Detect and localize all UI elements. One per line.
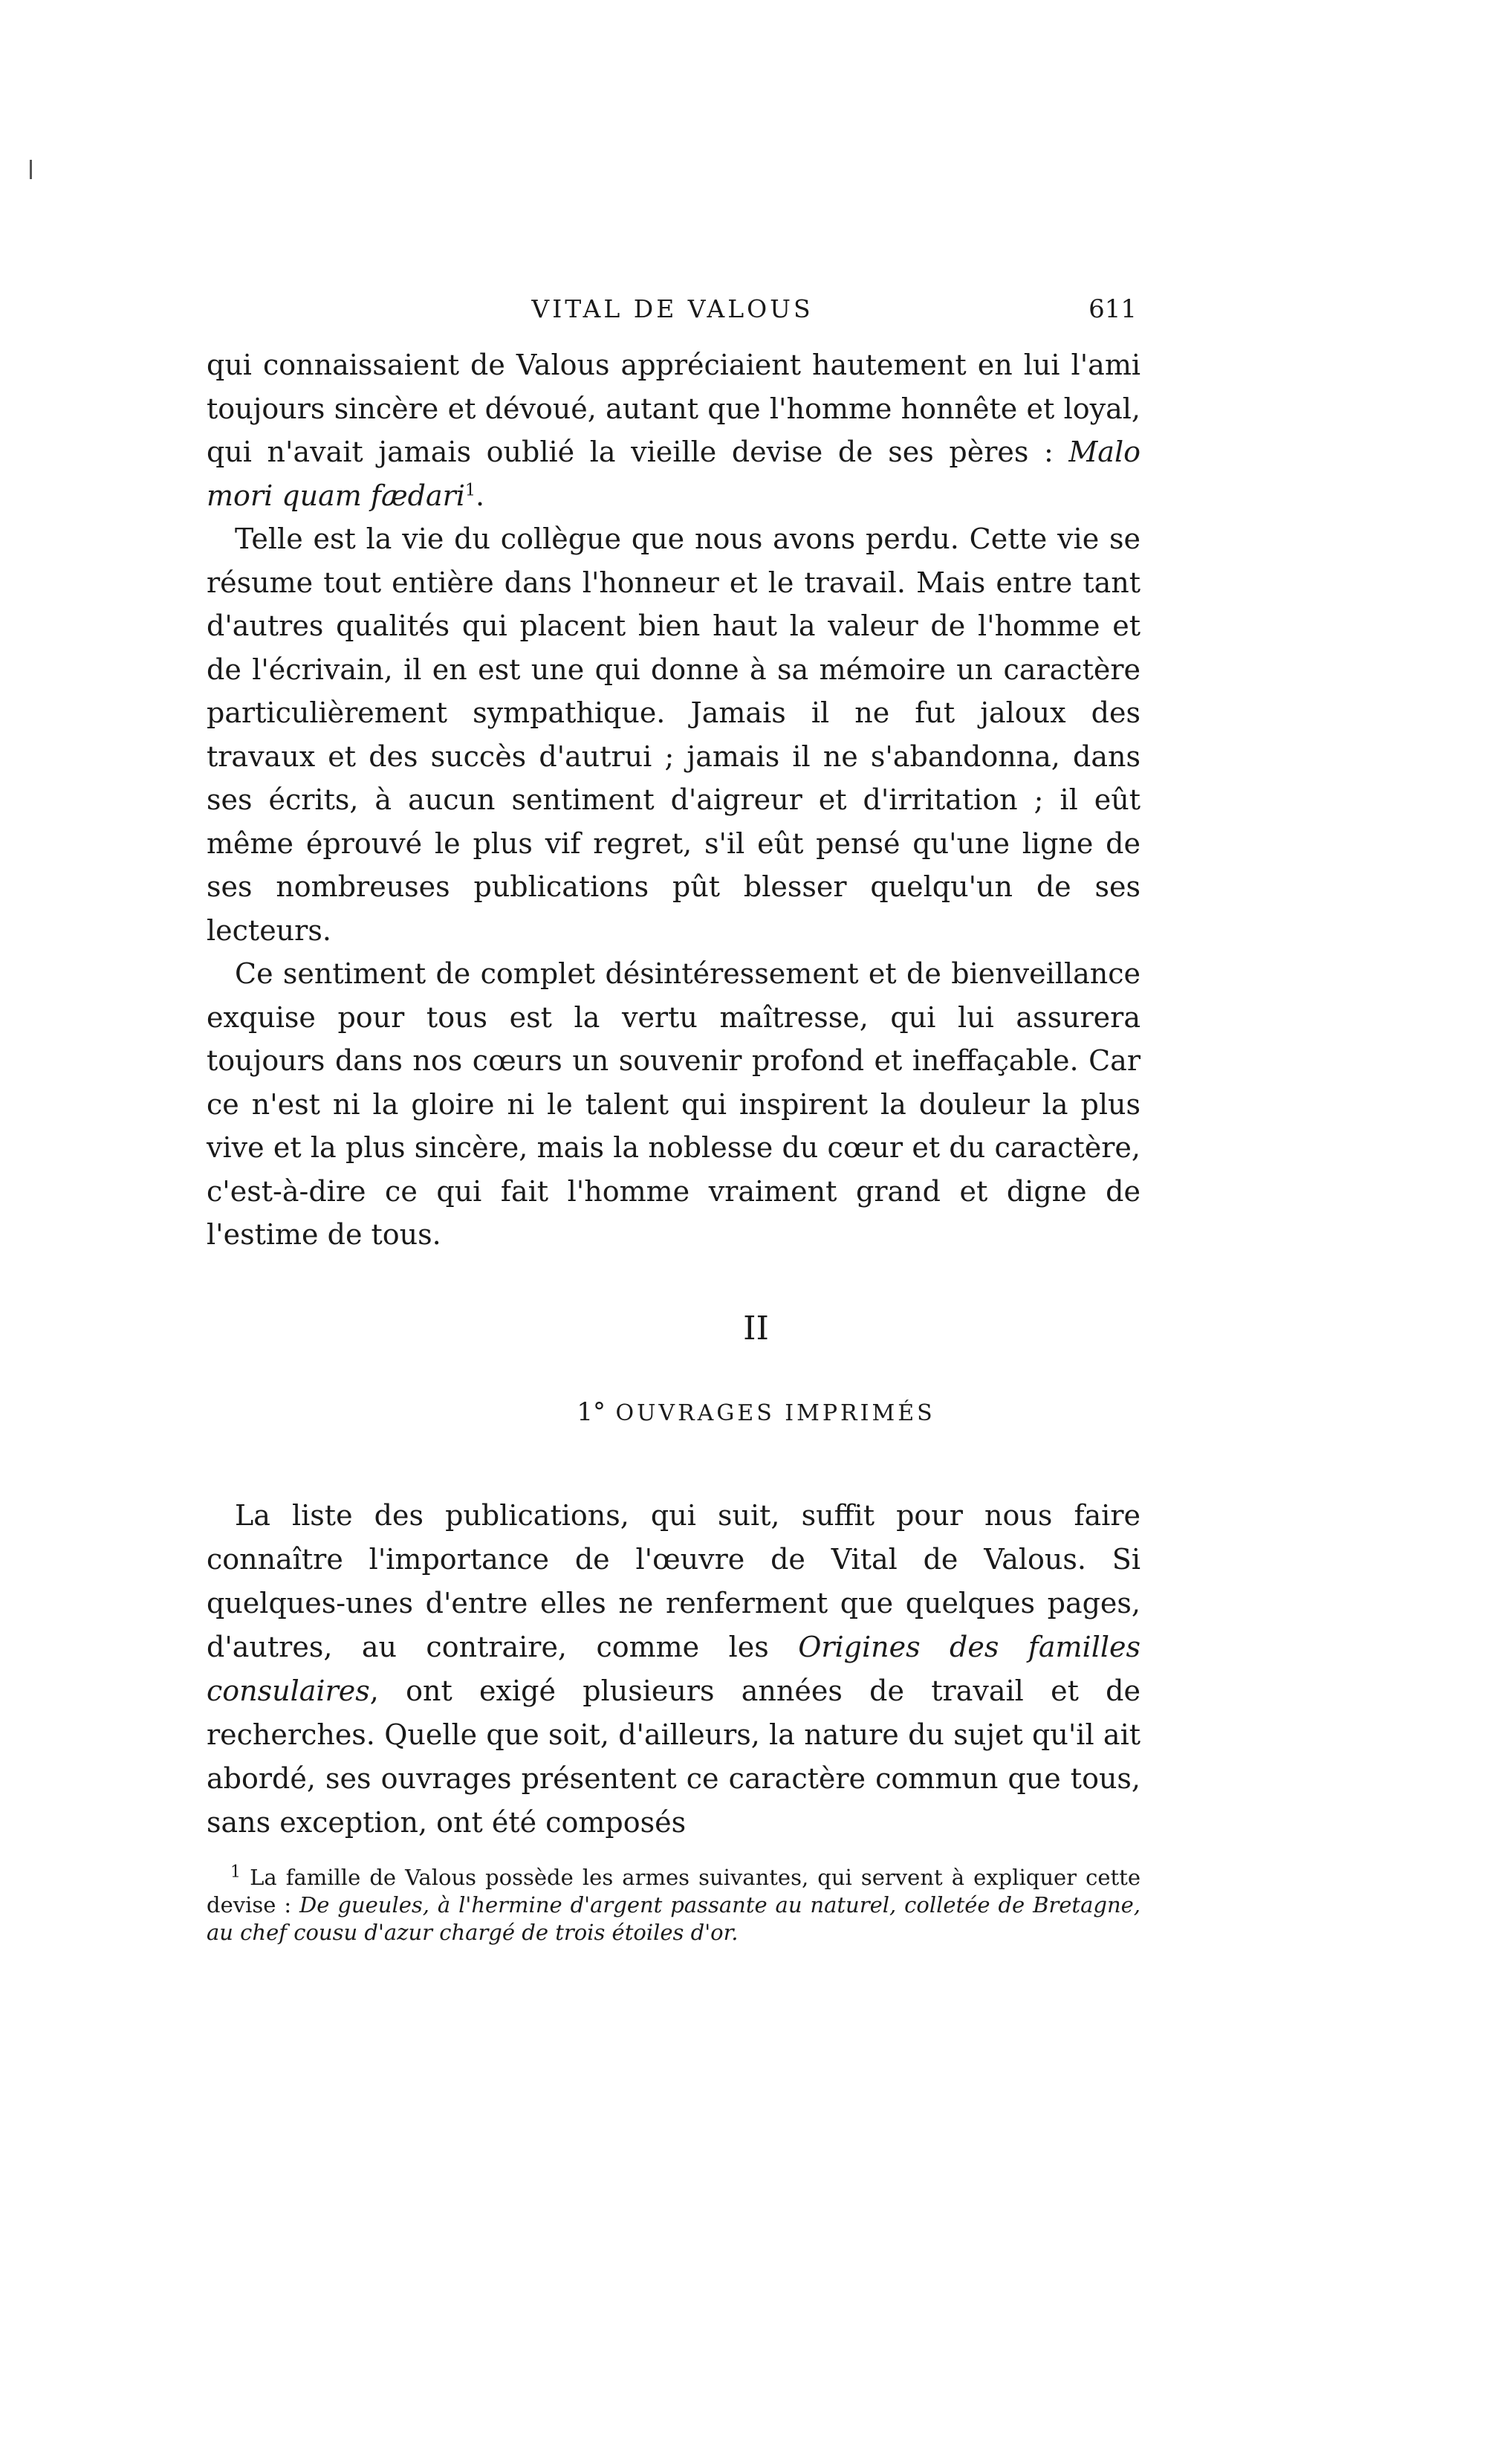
margin-mark [30,160,32,179]
running-title: VITAL DE VALOUS [531,294,814,323]
paragraph: Telle est la vie du collègue que nous avons perdu. Cette vie se résume tout entière dans l'honneur et le travail. Mais entre tant d'autres qualités qui placent bien haut la valeur de l'homme et de l'écrivain, il en est une qui donne à sa mémoire un caractère particulièrement sympathique. Jamais il ne fut jaloux des travaux et des succès d'autrui ; jamais il ne s'abandonna, dans ses écrits, à aucun sentiment d'aigreur et d'irritation ; il eût même éprouvé le plus vif regret, s'il eût pensé qu'une ligne de ses nombreuses publications pût blesser quelqu'un de ses lecteurs. [207,522,1141,947]
page-number: 611 [1088,294,1137,324]
paragraph [207,1494,1141,1845]
section-numeral: II [743,1310,769,1347]
paragraph: Ce sentiment de complet désintéressement et de bienveillance exquise pour tous est la vertu maîtresse, qui lui assurera toujours dans nos cœurs un souvenir profond et ineffaçable. Car ce n'est ni la gloire ni le talent qui inspirent la douleur la plus vive et la plus sincère, mais la noblesse du cœur et du caractère, c'est-à-dire ce qui fait l'homme vraiment grand et digne de l'estime de tous. [207,957,1141,1251]
body-text-part-two [207,1494,1141,1845]
paragraph-text: , ont exigé plusieurs années de travail et de recherches. Quelle que soit, d'ailleurs, la nature du sujet qu'il ait abordé, ses ouvrages présentent ce caractère commun que tous, sans exception, ont été composés [207,1674,1141,1839]
sentence-end: . [475,479,485,512]
paragraph-text: La liste des publications, qui suit, suffit pour nous faire connaître l'importance de l'œuvre de Vital de Valous. Si quelques-unes d'entre elles ne renferment que quelques pages, d'autres, au contraire, comme les [207,1499,1141,1663]
section-heading-number: 1° [577,1397,606,1427]
body-text-part-one [207,343,1141,1257]
section-heading-text: OUVRAGES IMPRIMÉS [615,1400,935,1426]
paragraph-text: qui connaissaient de Valous appréciaient hautement en lui l'ami toujours sincère et dévoué, autant que l'homme honnête et loyal, qui n'avait jamais oublié la vieille devise de ses pères : [207,349,1141,468]
family-motto: Malo mori quam fædari [207,436,1141,512]
footnote-marker: 1 [230,1863,241,1882]
footnote-blazon: De gueules, à l'hermine d'argent passante au naturel, colletée de Bretagne, au chef cousu d'azur chargé de trois étoiles d'or. [207,1892,1141,1945]
footnote-reference[interactable]: 1 [464,480,476,499]
paragraph-continued [207,343,1141,517]
running-head [208,294,1137,331]
footnote-text: La famille de Valous possède les armes suivantes, qui servent à expliquer cette devise : [207,1865,1141,1918]
work-title: Origines des familles consulaires [207,1631,1141,1707]
footnote [207,1864,1141,1947]
section-heading [0,1397,1512,1427]
